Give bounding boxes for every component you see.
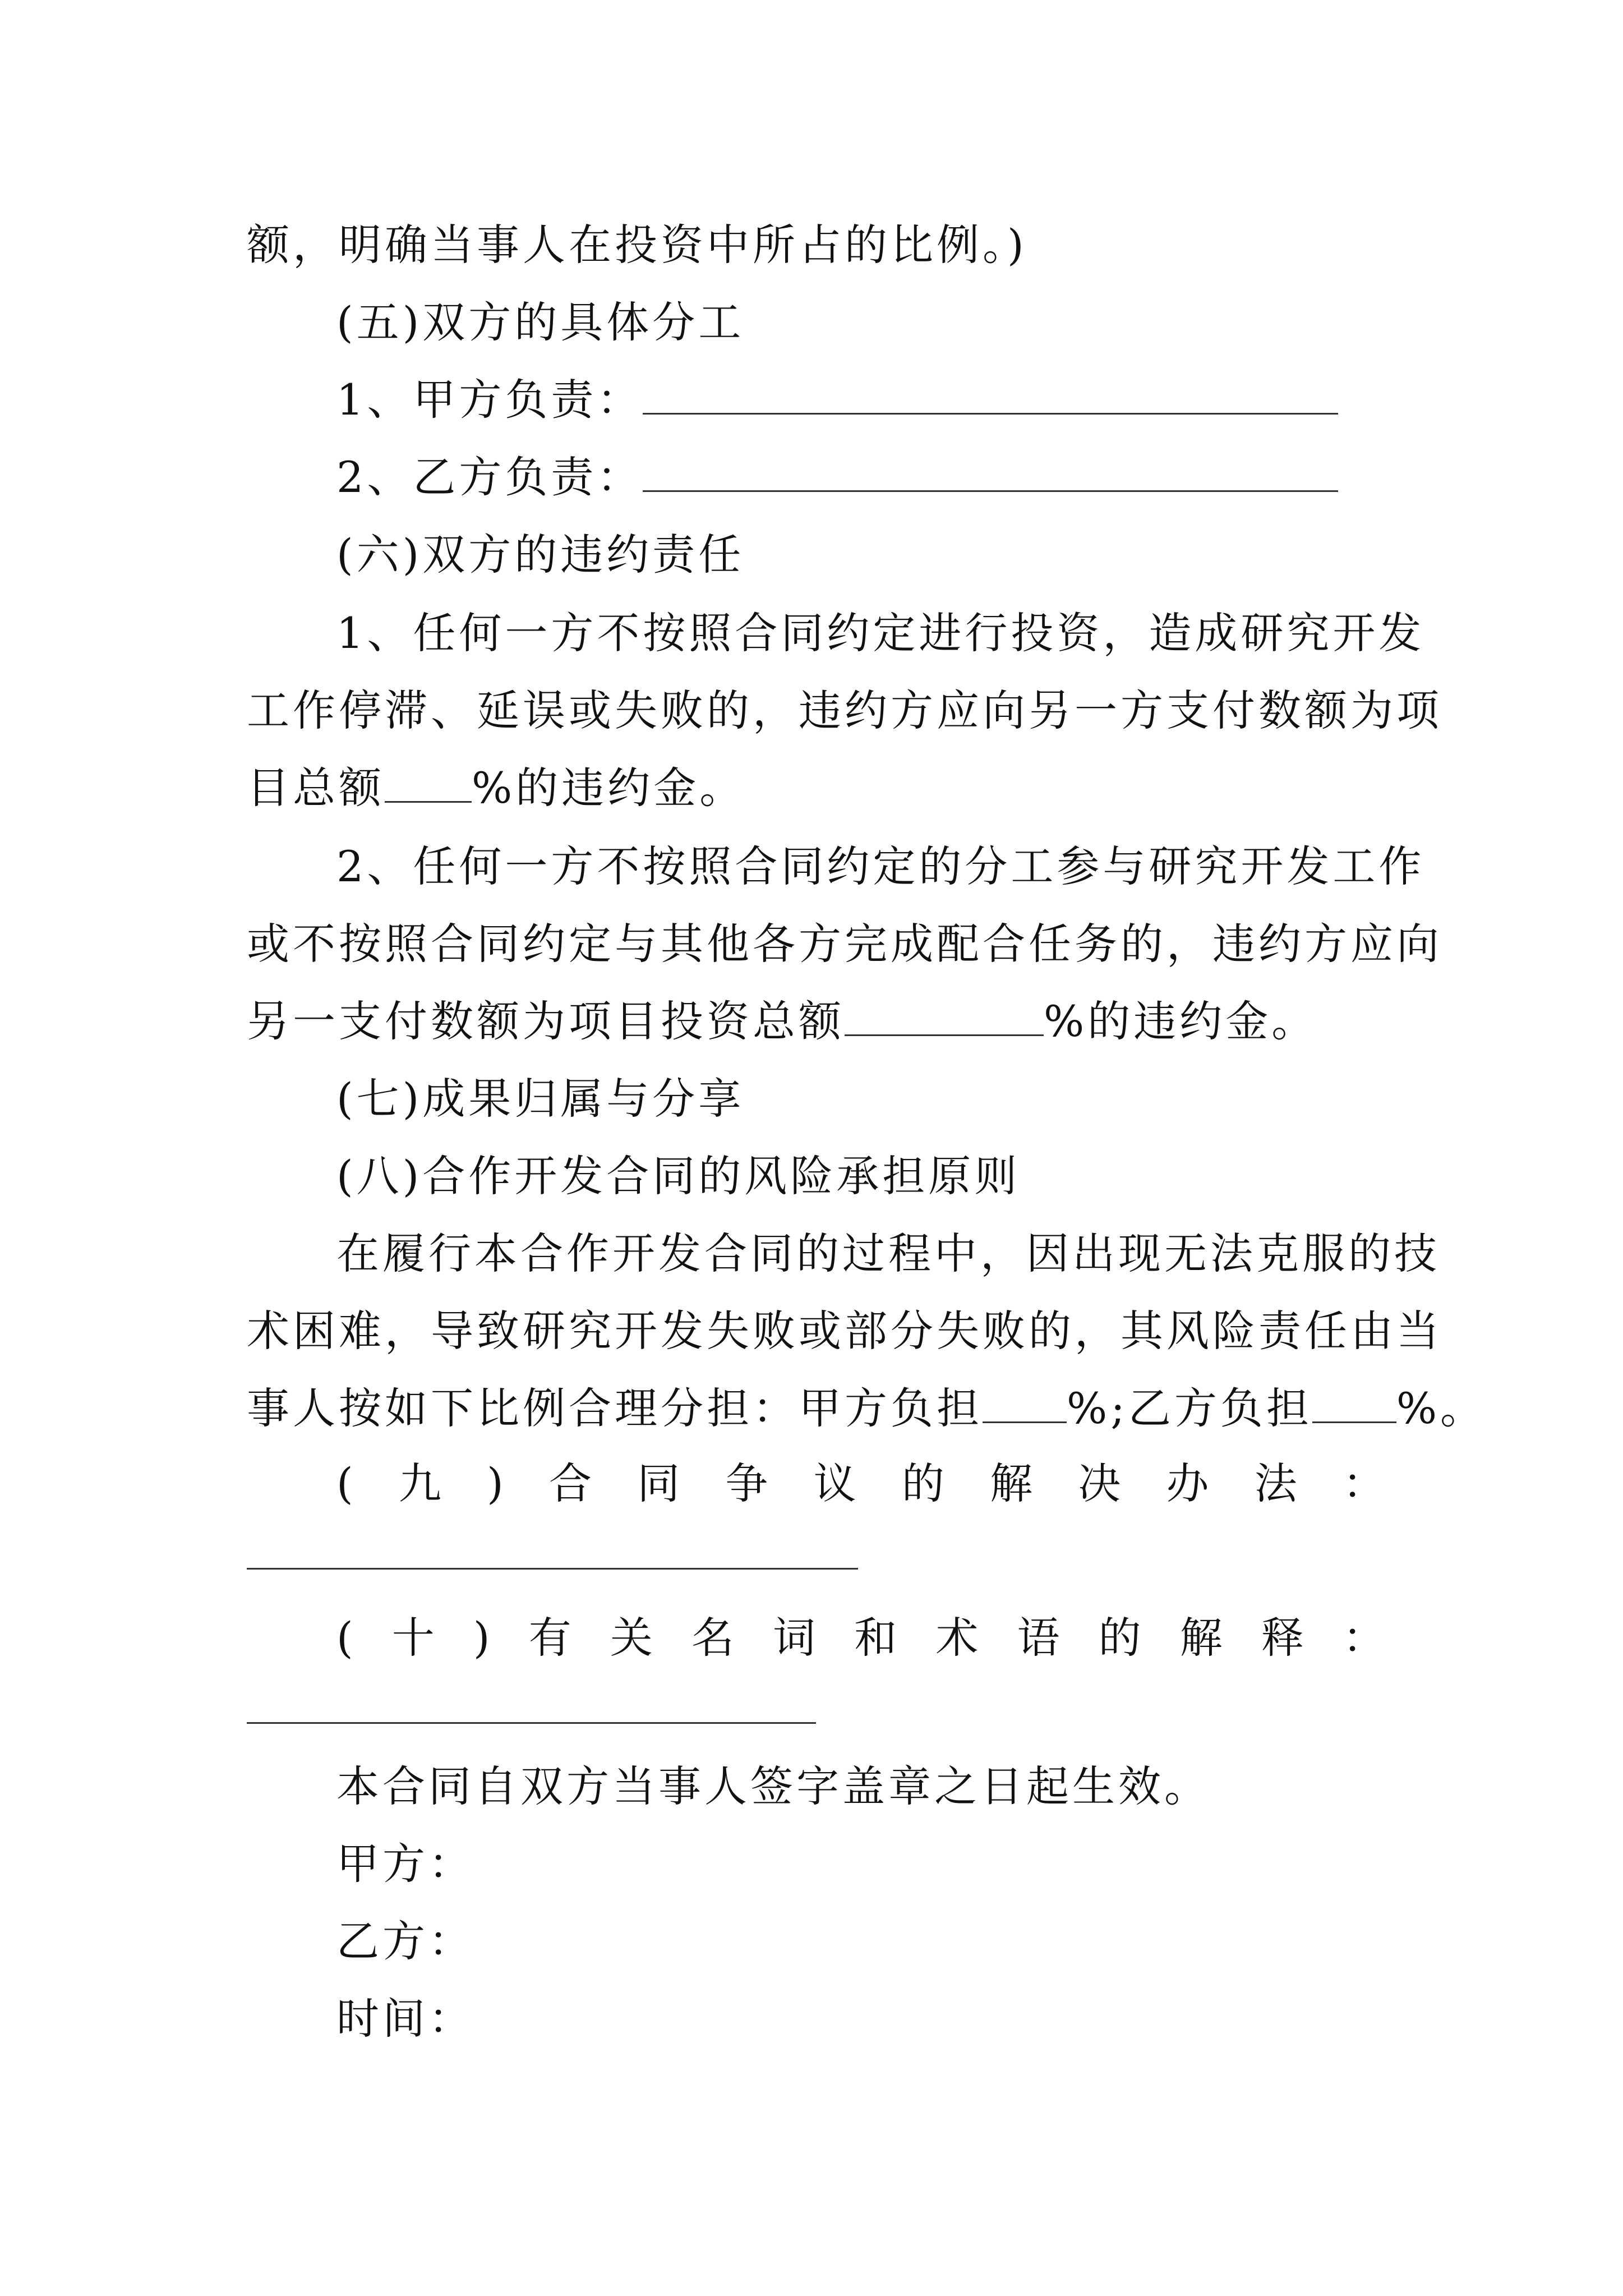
heading-char: 办 — [1166, 1458, 1209, 1508]
terms-definition-blank — [247, 1722, 816, 1724]
heading-dispute-resolution — [336, 1458, 1385, 1509]
clause-1-line-3 — [247, 763, 745, 813]
heading-results-ownership: (七)成果归属与分享 — [336, 1074, 745, 1124]
heading-char: 语 — [1017, 1613, 1060, 1663]
signature-party-b: 乙方： — [336, 1916, 474, 1966]
risk-para-line-1: 在履行本合作开发合同的过程中，因出现无法克服的技 — [336, 1228, 1440, 1278]
heading-char: 和 — [854, 1613, 897, 1663]
heading-char: 解 — [990, 1458, 1033, 1508]
effective-clause: 本合同自双方当事人签字盖章之日起生效。 — [336, 1761, 1210, 1811]
penalty-percent-blank-2 — [845, 1000, 1044, 1036]
heading-char: 有 — [528, 1613, 571, 1663]
heading-division-of-labor: (五)双方的具体分工 — [336, 297, 745, 347]
heading-char: ： — [1342, 1458, 1385, 1508]
heading-char: 关 — [610, 1613, 653, 1663]
item-party-a-responsibility — [336, 375, 1338, 425]
heading-char: 合 — [548, 1458, 592, 1508]
heading-char: 十 — [391, 1613, 435, 1663]
heading-breach-liability: (六)双方的违约责任 — [336, 530, 745, 579]
clause-2-text-a: 另一支付数额为项目投资总额 — [247, 996, 845, 1046]
signature-party-a: 甲方： — [336, 1839, 474, 1889]
heading-char: 术 — [935, 1613, 979, 1663]
clause-2-line-2: 或不按照合同约定与其他各方完成配合任务的，违约方应向 — [247, 919, 1442, 969]
heading-char: ： — [1342, 1613, 1385, 1663]
heading-char: 九 — [398, 1458, 441, 1508]
clause-2-text-b: %的违约金。 — [1044, 996, 1318, 1046]
dispute-resolution-blank — [247, 1568, 858, 1570]
risk-text-c: %。 — [1396, 1383, 1487, 1433]
risk-para-line-2: 术困难，导致研究开发失败或部分失败的，其风险责任由当 — [247, 1306, 1442, 1356]
party-b-blank — [643, 455, 1338, 492]
heading-char: 争 — [725, 1458, 768, 1508]
heading-char: ) — [473, 1613, 490, 1663]
heading-char: 释 — [1261, 1613, 1304, 1663]
heading-char: 决 — [1078, 1458, 1121, 1508]
heading-terms-definition — [336, 1613, 1385, 1663]
clause-1-text-b: %的违约金。 — [472, 763, 746, 813]
risk-text-b: %;乙方负担 — [1067, 1383, 1312, 1433]
item-party-b-label: 2、乙方负责： — [336, 452, 643, 502]
heading-char: ) — [487, 1458, 504, 1508]
heading-risk-principle: (八)合作开发合同的风险承担原则 — [336, 1151, 1021, 1201]
item-party-a-label: 1、甲方负责： — [336, 375, 643, 425]
heading-char: 解 — [1179, 1613, 1223, 1663]
para-investment-ratio: 额，明确当事人在投资中所占的比例。) — [247, 220, 1027, 270]
signature-date: 时间： — [336, 1994, 474, 2044]
party-b-risk-blank — [1312, 1387, 1396, 1423]
heading-char: ( — [336, 1613, 353, 1663]
heading-char: ( — [336, 1458, 353, 1508]
party-a-blank — [643, 378, 1338, 415]
clause-1-text-a: 目总额 — [247, 763, 385, 813]
heading-char: 法 — [1254, 1458, 1297, 1508]
risk-para-line-3 — [247, 1383, 1486, 1434]
clause-1-line-2: 工作停滞、延误或失败的，违约方应向另一方支付数额为项 — [247, 685, 1442, 735]
heading-char: 的 — [901, 1458, 944, 1508]
risk-text-a: 事人按如下比例合理分担：甲方负担 — [247, 1383, 983, 1433]
heading-char: 的 — [1098, 1613, 1141, 1663]
party-a-risk-blank — [983, 1387, 1067, 1423]
clause-2-line-3 — [247, 996, 1317, 1047]
clause-2-line-1: 2、任何一方不按照合同约定的分工参与研究开发工作 — [336, 841, 1425, 891]
penalty-percent-blank-1 — [385, 766, 472, 803]
heading-char: 词 — [773, 1613, 816, 1663]
heading-char: 名 — [691, 1613, 734, 1663]
heading-char: 议 — [813, 1458, 856, 1508]
heading-char: 同 — [637, 1458, 680, 1508]
item-party-b-responsibility — [336, 452, 1338, 503]
clause-1-line-1: 1、任何一方不按照合同约定进行投资，造成研究开发 — [336, 608, 1425, 658]
